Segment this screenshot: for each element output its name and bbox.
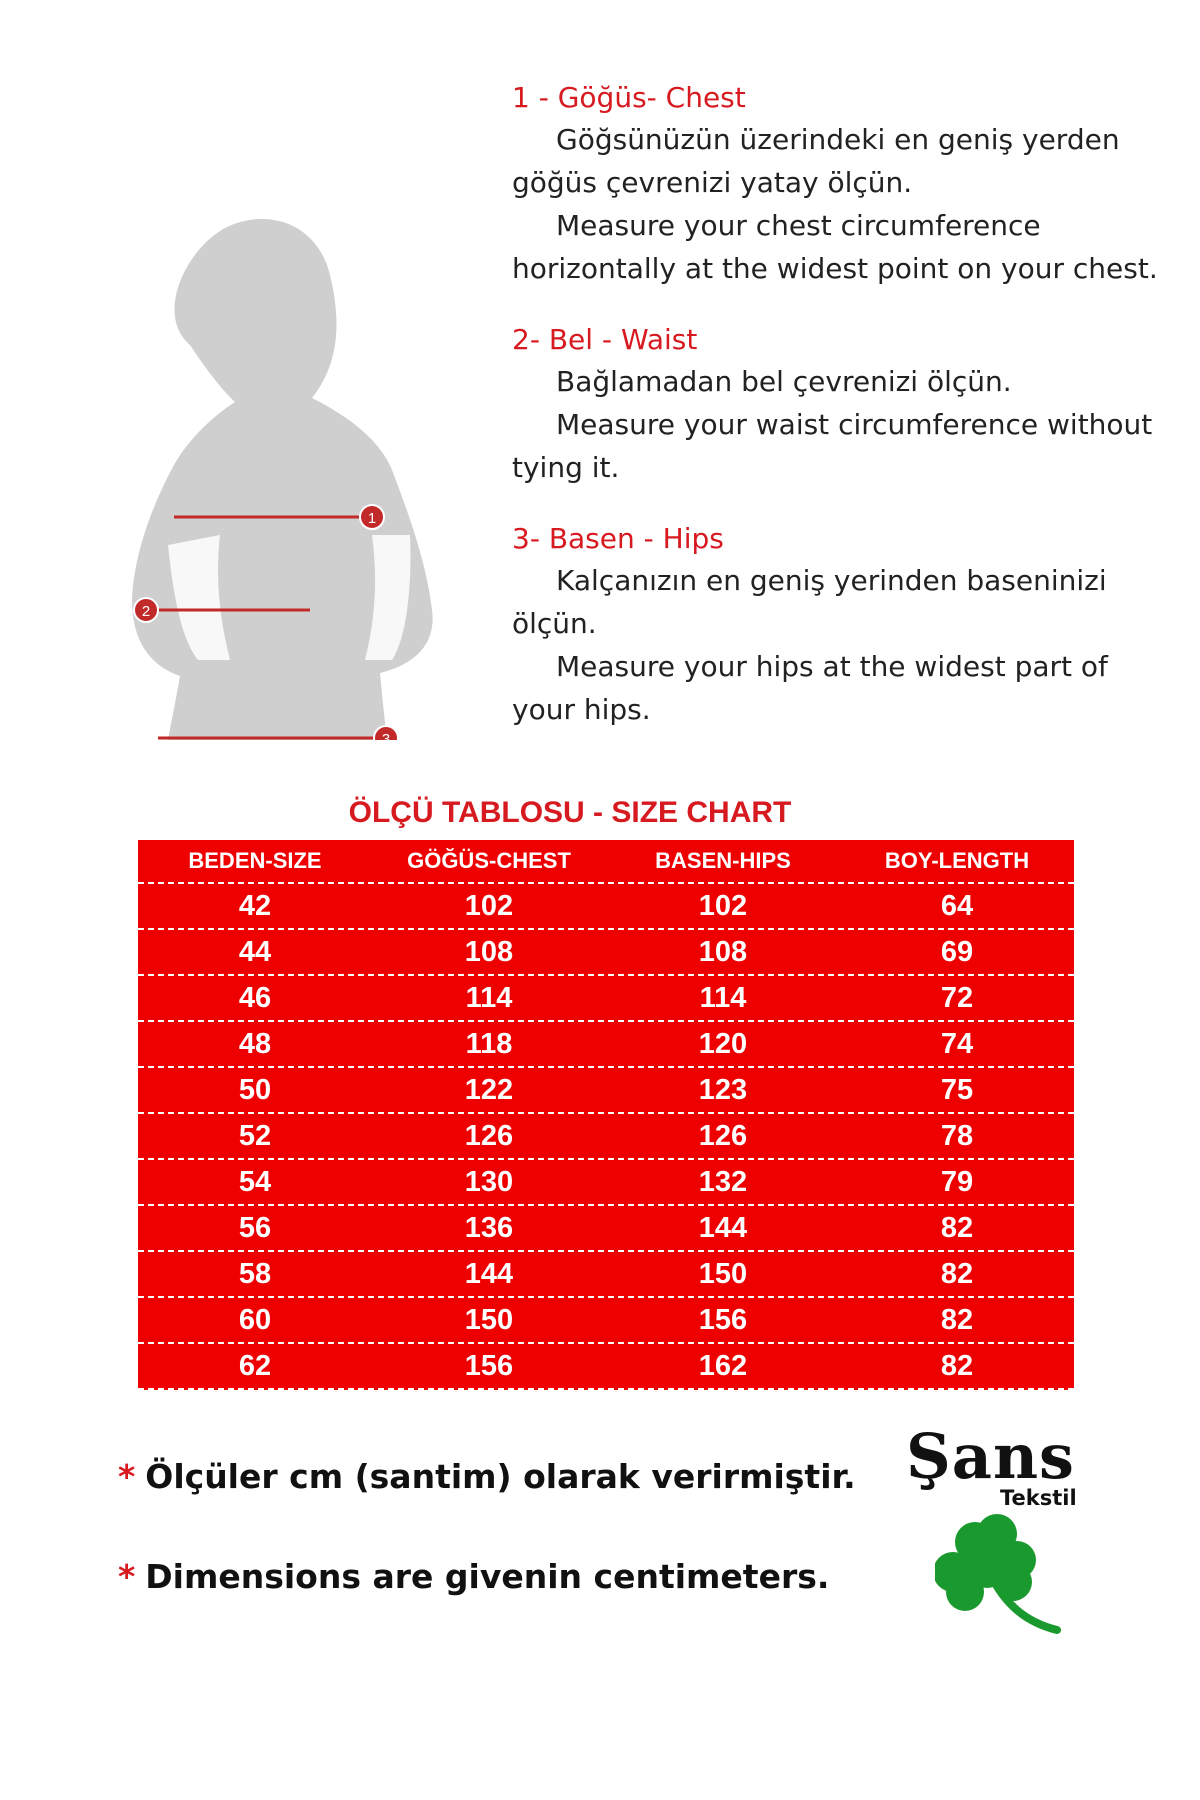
svg-text:1: 1 [367,510,377,527]
section-title: 2- Bel - Waist [512,323,698,356]
cell-size: 48 [238,1027,272,1060]
section-text: Bağlamadan bel çevrenizi ölçün. Measure your waist circumference without tying it. [512,365,1153,484]
notes [118,1455,856,1655]
table-row [138,976,1074,1022]
cell-chest: 122 [464,1073,514,1106]
cell-hips: 132 [698,1165,748,1198]
cell-size: 50 [238,1073,272,1106]
table-row [138,1298,1074,1344]
section-chest [512,78,1172,290]
section-text: Göğsünüzün üzerindeki en geniş yerden göğüs çevrenizi yatay ölçün. Measure your chest circumference horizontally at the widest point on your chest. [512,123,1158,285]
cell-length: 64 [940,889,974,922]
cell-size: 44 [238,935,272,968]
cell-length: 82 [940,1211,974,1244]
cell-size: 54 [238,1165,272,1198]
cell-hips: 156 [698,1303,748,1336]
cell-chest: 136 [464,1211,514,1244]
logo-subtitle: Tekstil [1000,1486,1077,1510]
cell-length: 74 [940,1027,974,1060]
clover-icon [935,1512,1075,1642]
asterisk: * [118,1457,136,1496]
cell-hips: 162 [698,1349,748,1382]
body-measurement-figure [80,140,480,740]
cell-chest: 150 [464,1303,514,1336]
cell-size: 52 [238,1119,272,1152]
cell-hips: 126 [698,1119,748,1152]
cell-hips: 102 [698,889,748,922]
cell-size: 60 [238,1303,272,1336]
cell-length: 75 [940,1073,974,1106]
silhouette-icon [80,140,480,740]
cell-size: 56 [238,1211,272,1244]
size-chart-title: ÖLÇÜ TABLOSU - SIZE CHART [348,796,792,829]
cell-size: 46 [238,981,272,1014]
table-row [138,1252,1074,1298]
cell-length: 69 [940,935,974,968]
cell-chest: 130 [464,1165,514,1198]
table-row [138,1022,1074,1068]
asterisk: * [118,1557,136,1596]
section-waist [512,320,1172,489]
marker-hips [374,726,398,740]
svg-text:2: 2 [141,603,151,620]
table-row [138,1160,1074,1206]
cell-hips: 144 [698,1211,748,1244]
cell-chest: 108 [464,935,514,968]
note-item: * Dimensions are givenin centimeters. [118,1557,830,1596]
cell-size: 58 [238,1257,272,1290]
table-row [138,1114,1074,1160]
header-chest: GÖĞÜS-CHEST [407,848,571,873]
table-row [138,930,1074,976]
section-hips [512,519,1172,731]
cell-hips: 108 [698,935,748,968]
table-row [138,1206,1074,1252]
cell-chest: 114 [465,981,513,1014]
cell-size: 62 [238,1349,272,1382]
cell-hips: 150 [698,1257,748,1290]
cell-hips: 114 [699,981,747,1014]
cell-length: 82 [940,1349,974,1382]
header-length: BOY-LENGTH [884,848,1030,873]
cell-chest: 126 [464,1119,514,1152]
marker-chest [360,505,384,529]
section-title: 3- Basen - Hips [512,522,724,555]
logo-name: Şans [906,1420,1075,1493]
cell-hips: 120 [698,1027,748,1060]
table-header-row [138,840,1074,884]
cell-hips: 123 [698,1073,748,1106]
cell-size: 42 [238,889,272,922]
note-item: * Ölçüler cm (santim) olarak verirmiştir. [118,1457,856,1496]
cell-length: 79 [940,1165,974,1198]
header-size: BEDEN-SIZE [188,848,322,873]
measurement-instructions [512,78,1172,761]
header-hips: BASEN-HIPS [655,848,791,873]
cell-chest: 144 [464,1257,514,1290]
table-row [138,1344,1074,1390]
brand-logo [900,1420,1100,1640]
section-text: Kalçanızın en geniş yerinden baseninizi ölçün. Measure your hips at the widest part of your hips. [512,564,1108,726]
marker-waist [134,598,158,622]
cell-chest: 118 [465,1027,513,1060]
svg-text:3: 3 [381,731,391,740]
size-table [138,840,1074,1390]
cell-chest: 102 [464,889,514,922]
table-row [138,884,1074,930]
cell-length: 82 [940,1257,974,1290]
table-row [138,1068,1074,1114]
cell-length: 78 [940,1119,974,1152]
section-title: 1 - Göğüs- Chest [512,81,746,114]
cell-length: 82 [940,1303,974,1336]
cell-chest: 156 [464,1349,514,1382]
cell-length: 72 [940,981,974,1014]
